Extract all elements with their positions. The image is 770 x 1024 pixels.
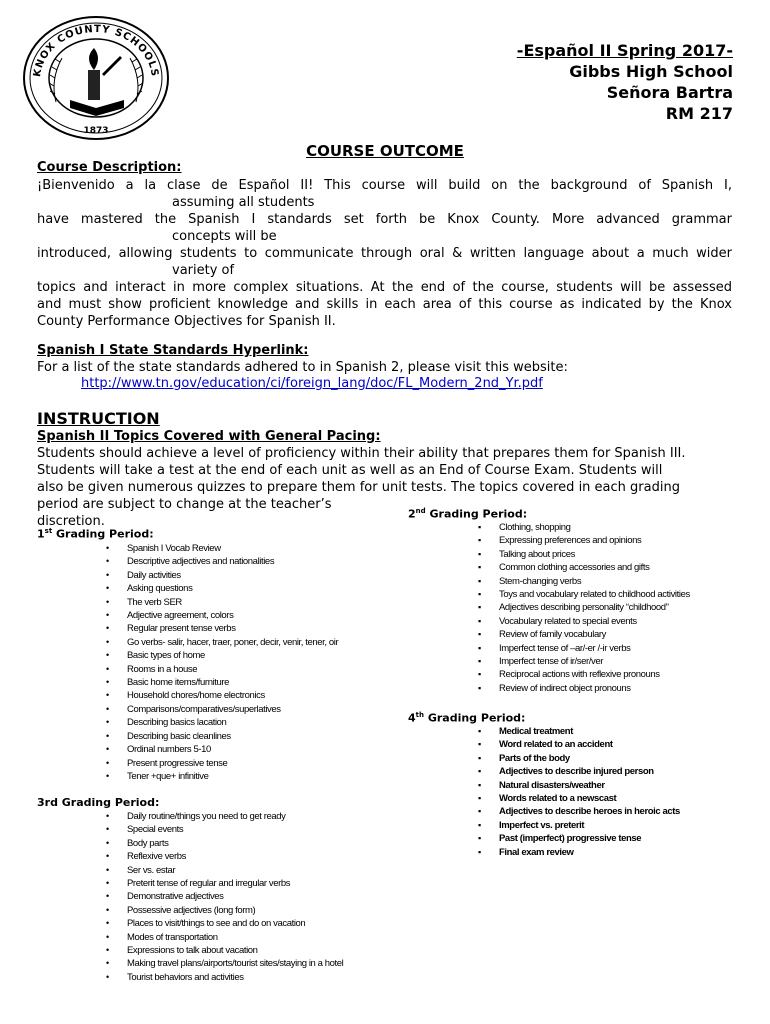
topic-item [478, 642, 690, 655]
topic-text: Talking about prices [499, 548, 575, 560]
instruction-text [37, 445, 732, 530]
topic-item [106, 743, 338, 756]
topic-text: Words related to a newscast [499, 793, 617, 805]
page-title: COURSE OUTCOME [306, 142, 464, 160]
topic-text: Describing basic cleanlines [127, 730, 231, 742]
topic-text: Household chores/home electronics [127, 690, 265, 702]
topic-item [106, 555, 338, 568]
topic-text: Regular present tense verbs [127, 623, 236, 635]
topic-text: Present progressive tense [127, 757, 228, 769]
topic-item [478, 792, 680, 805]
topic-item [478, 534, 690, 547]
bullet-icon: • [106, 837, 110, 848]
topic-item [106, 596, 338, 609]
instruction-heading: INSTRUCTION [37, 409, 160, 428]
topic-item [106, 663, 338, 676]
topic-text: Imperfect tense of –ar/-er /-ir verbs [499, 642, 631, 654]
topic-item [106, 703, 338, 716]
bullet-icon: ▪ [478, 779, 482, 790]
topic-text: Spanish I Vocab Review [127, 543, 221, 554]
topic-text: Daily routine/things you need to get ready [127, 811, 286, 822]
standards-text: For a list of the state standards adhered to in Spanish 2, please visit this website: [37, 360, 568, 375]
course-description-heading: Course Description: [37, 160, 182, 175]
standards-heading: Spanish I State Standards Hyperlink: [37, 343, 309, 358]
topic-item [106, 823, 343, 836]
bullet-icon: • [106, 610, 110, 621]
topic-text: Ser vs. estar [127, 864, 176, 876]
teacher-name: Señora Bartra [606, 83, 733, 102]
instruction-line: also be given numerous quizzes to prepare them for unit tests. The topics covered in each grading [37, 480, 680, 495]
bullet-icon: • [106, 623, 110, 634]
topic-text: Preterit tense of regular and irregular verbs [127, 878, 291, 890]
bullet-icon: ▪ [478, 766, 482, 777]
topic-item [106, 931, 343, 944]
period-label: Grading Period: [52, 527, 154, 541]
topic-text: Medical treatment [499, 726, 573, 737]
topic-item [478, 668, 690, 681]
topic-item [478, 601, 690, 614]
description-line: introduced, allowing students to communicate through oral & written language about a much wider [37, 246, 732, 261]
topic-item [478, 846, 680, 859]
topic-text: Body parts [127, 837, 169, 849]
topic-item [478, 779, 680, 792]
topic-text: Stem-changing verbs [499, 575, 582, 587]
grading-period-4-list [478, 725, 680, 859]
topic-item [106, 716, 338, 729]
bullet-icon: ▪ [478, 589, 482, 600]
topic-text: Imperfect tense of ir/ser/ver [499, 656, 604, 668]
bullet-icon: ▪ [478, 739, 482, 750]
bullet-icon: • [106, 636, 110, 647]
topic-item [478, 682, 690, 695]
topic-text: Vocabulary related to special events [499, 615, 637, 627]
topic-item [106, 582, 338, 595]
topic-text: Imperfect vs. preterit [499, 819, 585, 831]
bullet-icon: • [106, 569, 110, 580]
topic-text: Parts of the body [499, 752, 570, 764]
topic-text: Asking questions [127, 583, 193, 595]
course-name: -Español II Spring 2017- [516, 41, 733, 60]
bullet-icon: ▪ [478, 575, 482, 586]
topic-text: Natural disasters/weather [499, 779, 605, 791]
bullet-icon: • [106, 650, 110, 661]
description-line: concepts will be [172, 229, 277, 244]
bullet-icon: • [106, 556, 110, 567]
topic-item [478, 655, 690, 668]
topic-text: Daily activities [127, 569, 181, 581]
topic-text: Adjective agreement, colors [127, 610, 234, 622]
bullet-icon: • [106, 824, 110, 835]
description-line: County Performance Objectives for Spanish II. [37, 314, 336, 329]
topic-text: Places to visit/things to see and do on vacation [127, 918, 306, 930]
bullet-icon: ▪ [478, 819, 482, 830]
topic-item [106, 609, 338, 622]
topic-item [106, 837, 343, 850]
bullet-icon: ▪ [478, 629, 482, 640]
topic-item [106, 890, 343, 903]
topic-item [478, 628, 690, 641]
course-header [517, 40, 733, 124]
bullet-icon: • [106, 596, 110, 607]
topic-text: Expressions to talk about vacation [127, 945, 258, 957]
topic-text: Adjectives to describe heroes in heroic acts [499, 806, 680, 818]
bullet-icon: • [106, 744, 110, 755]
topic-text: Rooms in a house [127, 663, 198, 675]
topic-item [106, 757, 338, 770]
topic-text: Basic types of home [127, 650, 205, 662]
bullet-icon: • [106, 717, 110, 728]
bullet-icon: • [106, 918, 110, 929]
grading-period-3-heading: 3rd Grading Period: [37, 796, 160, 809]
topic-text: Possessive adjectives (long form) [127, 904, 256, 916]
bullet-icon: • [106, 851, 110, 862]
instruction-line: Students should achieve a level of proficiency within their ability that prepares them for Spanish III. [37, 446, 686, 461]
topic-text: Review of indirect object pronouns [499, 682, 631, 694]
topic-item [106, 944, 343, 957]
bullet-icon: ▪ [478, 669, 482, 680]
bullet-icon: • [106, 945, 110, 956]
topic-text: Special events [127, 824, 184, 836]
bullet-icon: • [106, 971, 110, 982]
topic-item [106, 569, 338, 582]
seal-year: 1873 [83, 126, 109, 136]
instruction-line: discretion. [37, 514, 105, 529]
bullet-icon: • [106, 931, 110, 942]
topic-text: Tener +que+ infinitive [127, 770, 209, 782]
topic-item [478, 548, 690, 561]
topic-text: Review of family vocabulary [499, 629, 606, 641]
bullet-icon: ▪ [478, 548, 482, 559]
bullet-icon: ▪ [478, 642, 482, 653]
bullet-icon: • [106, 811, 110, 821]
topic-text: Adjectives describing personality “childhood” [499, 602, 669, 614]
period-number: 2 [408, 507, 416, 521]
period-suffix: st [44, 527, 53, 535]
topic-item [106, 864, 343, 877]
description-line: variety of [172, 263, 235, 278]
topic-text: Common clothing accessories and gifts [499, 562, 650, 574]
topic-item [478, 738, 680, 751]
topic-text: Basic home items/furniture [127, 677, 230, 689]
topic-item [106, 810, 343, 823]
topic-item [478, 765, 680, 778]
course-description-text [37, 177, 732, 330]
bullet-icon: • [106, 730, 110, 741]
topic-item [106, 676, 338, 689]
topic-item [106, 850, 343, 863]
school-seal-logo [22, 14, 170, 142]
bullet-icon: • [106, 864, 110, 875]
topic-item [106, 636, 339, 649]
topics-heading: Spanish II Topics Covered with General Pacing: [37, 429, 381, 444]
period-suffix: nd [415, 507, 426, 515]
bullet-icon: • [106, 583, 110, 594]
topic-text: Past (imperfect) progressive tense [499, 833, 642, 845]
topic-text: Comparisons/comparatives/superlatives [127, 703, 281, 715]
bullet-icon: • [106, 703, 110, 714]
bullet-icon: • [106, 677, 110, 688]
bullet-icon: • [106, 904, 110, 915]
topic-item [106, 957, 344, 970]
topic-item [478, 805, 680, 818]
bullet-icon: • [106, 770, 110, 781]
standards-link[interactable]: http://www.tn.gov/education/ci/foreign_lang/doc/FL_Modern_2nd_Yr.pdf [81, 376, 543, 391]
topic-text: Descriptive adjectives and nationalities [127, 556, 275, 568]
bullet-icon: ▪ [478, 793, 482, 804]
period-number: 4 [408, 711, 416, 725]
bullet-icon: • [106, 690, 110, 701]
bullet-icon: ▪ [478, 752, 482, 763]
period-number: 1 [37, 527, 45, 541]
description-line: and must show proficient knowledge and skills in each area of this course as indicated by the Knox [37, 297, 732, 312]
topic-item [106, 971, 343, 984]
topic-item [106, 917, 343, 930]
topic-item [106, 730, 338, 743]
grading-period-2-list [478, 521, 690, 695]
bullet-icon: • [106, 663, 110, 674]
period-label: Grading Period: [424, 711, 526, 725]
bullet-icon: • [106, 878, 110, 889]
bullet-icon: • [106, 757, 110, 768]
period-label: Grading Period: [425, 507, 528, 521]
topic-text: Tourist behaviors and activities [127, 971, 244, 983]
topic-text: Reflexive verbs [127, 851, 186, 863]
topic-item [478, 832, 680, 845]
bullet-icon: ▪ [478, 602, 482, 613]
topic-text: Ordinal numbers 5-10 [127, 744, 211, 756]
topic-item [106, 877, 343, 890]
grading-period-3-list [106, 810, 344, 984]
topic-item [478, 725, 680, 738]
topic-item [106, 622, 338, 635]
description-line: topics and interact in more complex situations. At the end of the course, students will be assessed [37, 280, 732, 295]
bullet-icon: ▪ [478, 726, 482, 736]
topic-item [106, 689, 338, 702]
topic-text: Toys and vocabulary related to childhood activities [499, 589, 690, 601]
topic-text: Expressing preferences and opinions [499, 535, 642, 547]
school-name: Gibbs High School [569, 62, 733, 81]
instruction-line: Students will take a test at the end of each unit as well as an End of Course Exam. Students will [37, 463, 663, 478]
topic-item [478, 819, 680, 832]
topic-text: Making travel plans/airports/tourist sites/staying in a hotel [127, 958, 344, 970]
topic-text: Go verbs- salir, hacer, traer, poner, decir, venir, tener, oir [127, 636, 339, 648]
topic-item [478, 561, 690, 574]
bullet-icon: ▪ [478, 833, 482, 844]
topic-text: Demonstrative adjectives [127, 891, 224, 903]
bullet-icon: ▪ [478, 656, 482, 667]
bullet-icon: ▪ [478, 535, 482, 546]
topic-text: Word related to an accident [499, 739, 613, 751]
topic-text: Describing basics lacation [127, 717, 227, 729]
bullet-icon: • [106, 891, 110, 902]
instruction-line: period are subject to change at the teacher’s [37, 497, 332, 512]
grading-period-1-heading [37, 527, 154, 541]
bullet-icon: ▪ [478, 682, 482, 693]
description-line: assuming all students [172, 195, 315, 210]
topic-item [478, 575, 690, 588]
grading-period-4-heading [408, 711, 525, 725]
bullet-icon: • [106, 543, 110, 553]
svg-text:KNOX COUNTY SCHOOLS: KNOX COUNTY SCHOOLS [31, 23, 161, 78]
topic-item [106, 542, 338, 555]
bullet-icon: ▪ [478, 562, 482, 573]
topic-item [478, 752, 680, 765]
period-suffix: th [415, 711, 424, 719]
room-number: RM 217 [665, 104, 733, 123]
bullet-icon: ▪ [478, 615, 482, 626]
bullet-icon: ▪ [478, 846, 482, 857]
topic-text: Final exam review [499, 846, 574, 858]
topic-text: Clothing, shopping [499, 522, 571, 533]
grading-period-2-heading [408, 507, 527, 521]
topic-item [106, 649, 338, 662]
topic-text: Modes of transportation [127, 931, 218, 943]
description-line: ¡Bienvenido a la clase de Español II! This course will build on the background of Spanish I, [37, 178, 732, 193]
description-line: have mastered the Spanish I standards set forth be Knox County. More advanced grammar [37, 212, 732, 227]
bullet-icon: • [106, 958, 110, 969]
grading-period-1-list [106, 542, 339, 783]
topic-item [478, 615, 690, 628]
topic-item [478, 521, 690, 534]
topic-item [106, 904, 343, 917]
topic-item [478, 588, 690, 601]
topic-text: The verb SER [127, 596, 182, 608]
topic-text: Reciprocal actions with reflexive pronouns [499, 669, 660, 681]
topic-item [106, 770, 338, 783]
bullet-icon: ▪ [478, 806, 482, 817]
topic-text: Adjectives to describe injured person [499, 766, 654, 778]
bullet-icon: ▪ [478, 522, 482, 532]
